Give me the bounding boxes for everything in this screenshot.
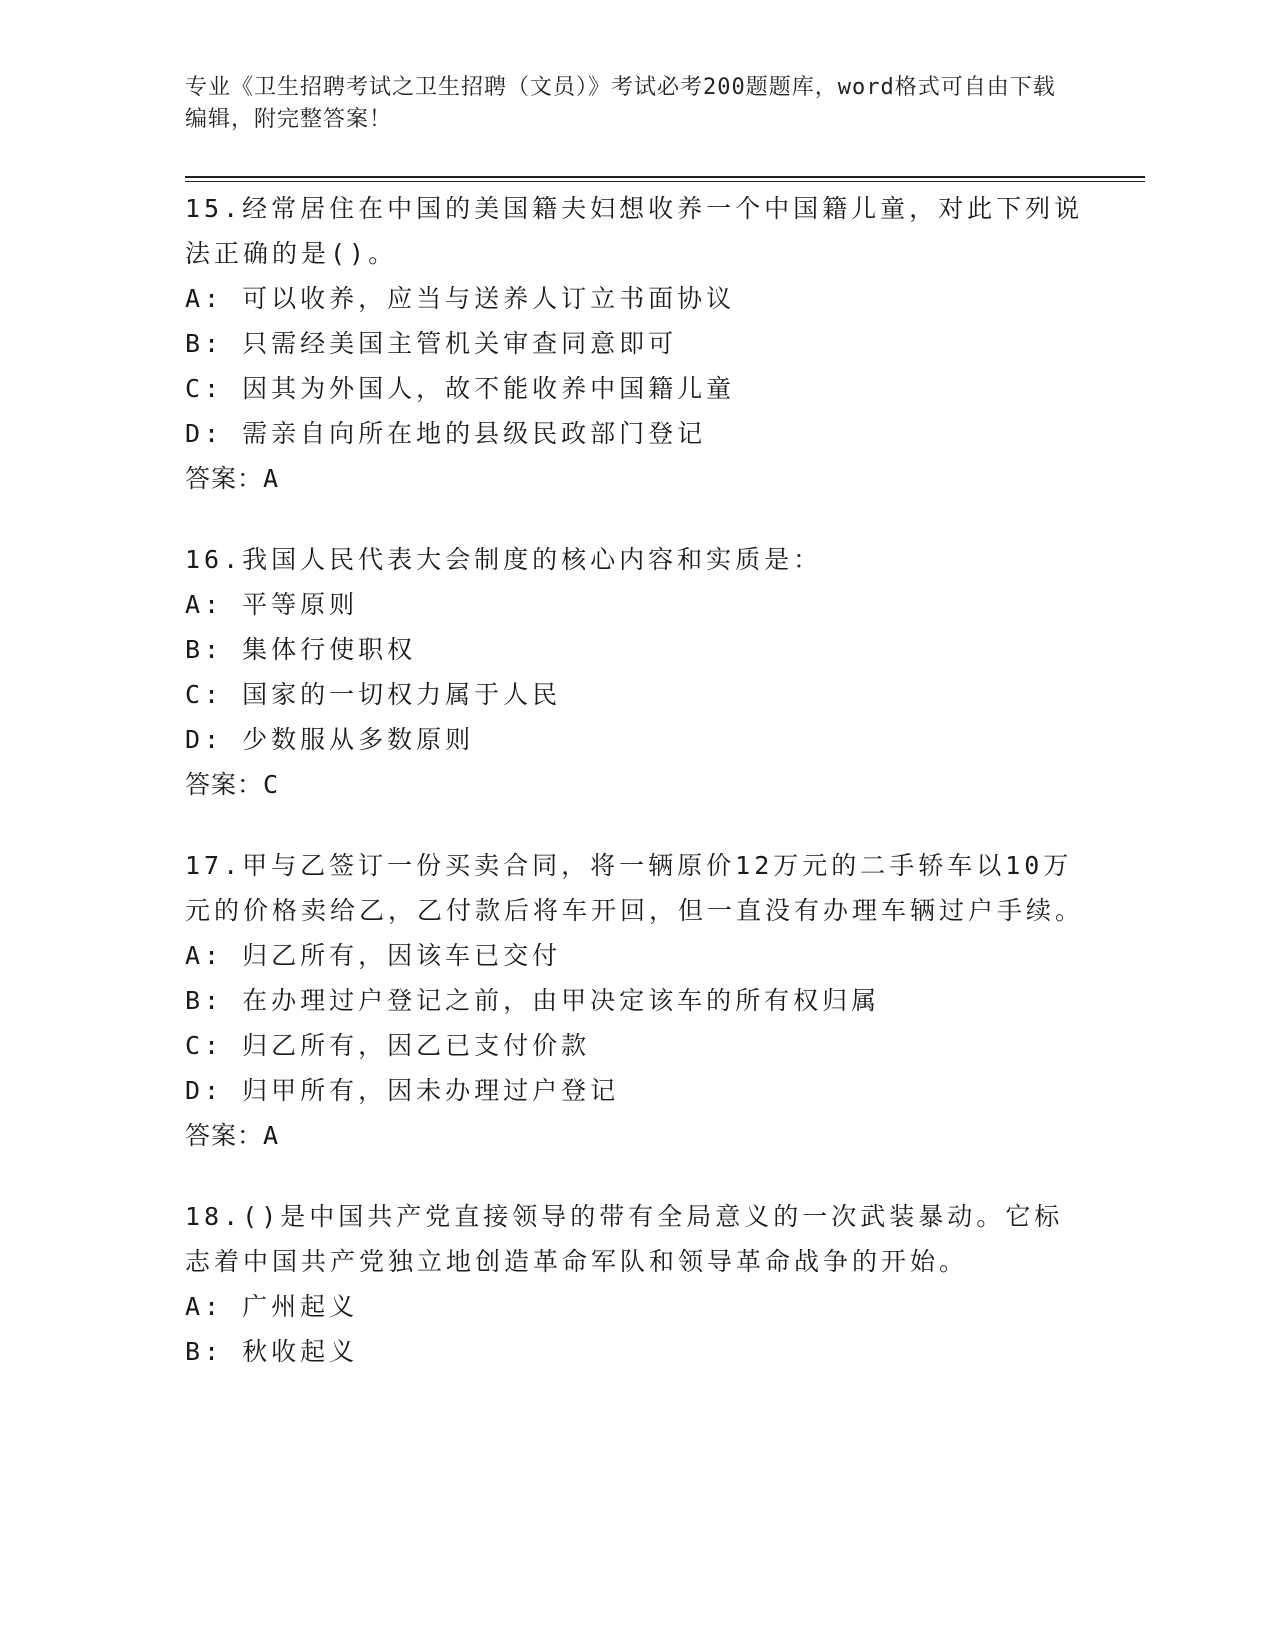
option-b: B: 在办理过户登记之前，由甲决定该车的所有权归属 — [185, 986, 881, 1015]
question-list — [185, 186, 1085, 1410]
option-c: C: 归乙所有，因乙已支付价款 — [185, 1031, 591, 1060]
option-a: A: 归乙所有，因该车已交付 — [185, 941, 562, 970]
document-header: 专业《卫生招聘考试之卫生招聘（文员）》考试必考200题题库，word格式可自由下载编辑，附完整答案！ — [185, 75, 1056, 132]
header-divider-thin — [185, 181, 1145, 182]
option-d: D: 需亲自向所在地的县级民政部门登记 — [185, 419, 707, 448]
answer-value: A — [263, 1121, 279, 1150]
answer-line — [185, 1113, 1085, 1158]
question-16 — [185, 537, 1085, 807]
question-stem: 17.甲与乙签订一份买卖合同，将一辆原价12万元的二手轿车以10万元的价格卖给乙，乙付款后将车开回，但一直没有办理车辆过户手续。 — [185, 851, 1085, 925]
header-divider — [185, 176, 1145, 178]
answer-label: 答案： — [185, 464, 264, 493]
question-stem: 15.经常居住在中国的美国籍夫妇想收养一个中国籍儿童，对此下列说法正确的是()。 — [185, 194, 1084, 268]
option-b: B: 集体行使职权 — [185, 635, 417, 664]
option-d: D: 归甲所有，因未办理过户登记 — [185, 1076, 620, 1105]
option-a: A: 平等原则 — [185, 590, 359, 619]
option-a: A: 可以收养，应当与送养人订立书面协议 — [185, 284, 736, 313]
question-17 — [185, 843, 1085, 1158]
question-18 — [185, 1194, 1085, 1374]
answer-label: 答案： — [185, 770, 264, 799]
option-d: D: 少数服从多数原则 — [185, 725, 475, 754]
answer-line — [185, 762, 1085, 807]
option-b: B: 秋收起义 — [185, 1337, 359, 1366]
option-a: A: 广州起义 — [185, 1292, 359, 1321]
option-c: C: 因其为外国人，故不能收养中国籍儿童 — [185, 374, 736, 403]
question-stem: 16.我国人民代表大会制度的核心内容和实质是： — [185, 545, 823, 574]
answer-line — [185, 456, 1085, 501]
question-stem: 18.()是中国共产党直接领导的带有全局意义的一次武装暴动。它标志着中国共产党独立地创造革命军队和领导革命战争的开始。 — [185, 1202, 1064, 1276]
option-b: B: 只需经美国主管机关审查同意即可 — [185, 329, 678, 358]
answer-value: A — [263, 464, 279, 493]
option-c: C: 国家的一切权力属于人民 — [185, 680, 562, 709]
answer-label: 答案： — [185, 1121, 264, 1150]
answer-value: C — [263, 770, 279, 799]
question-15 — [185, 186, 1085, 501]
